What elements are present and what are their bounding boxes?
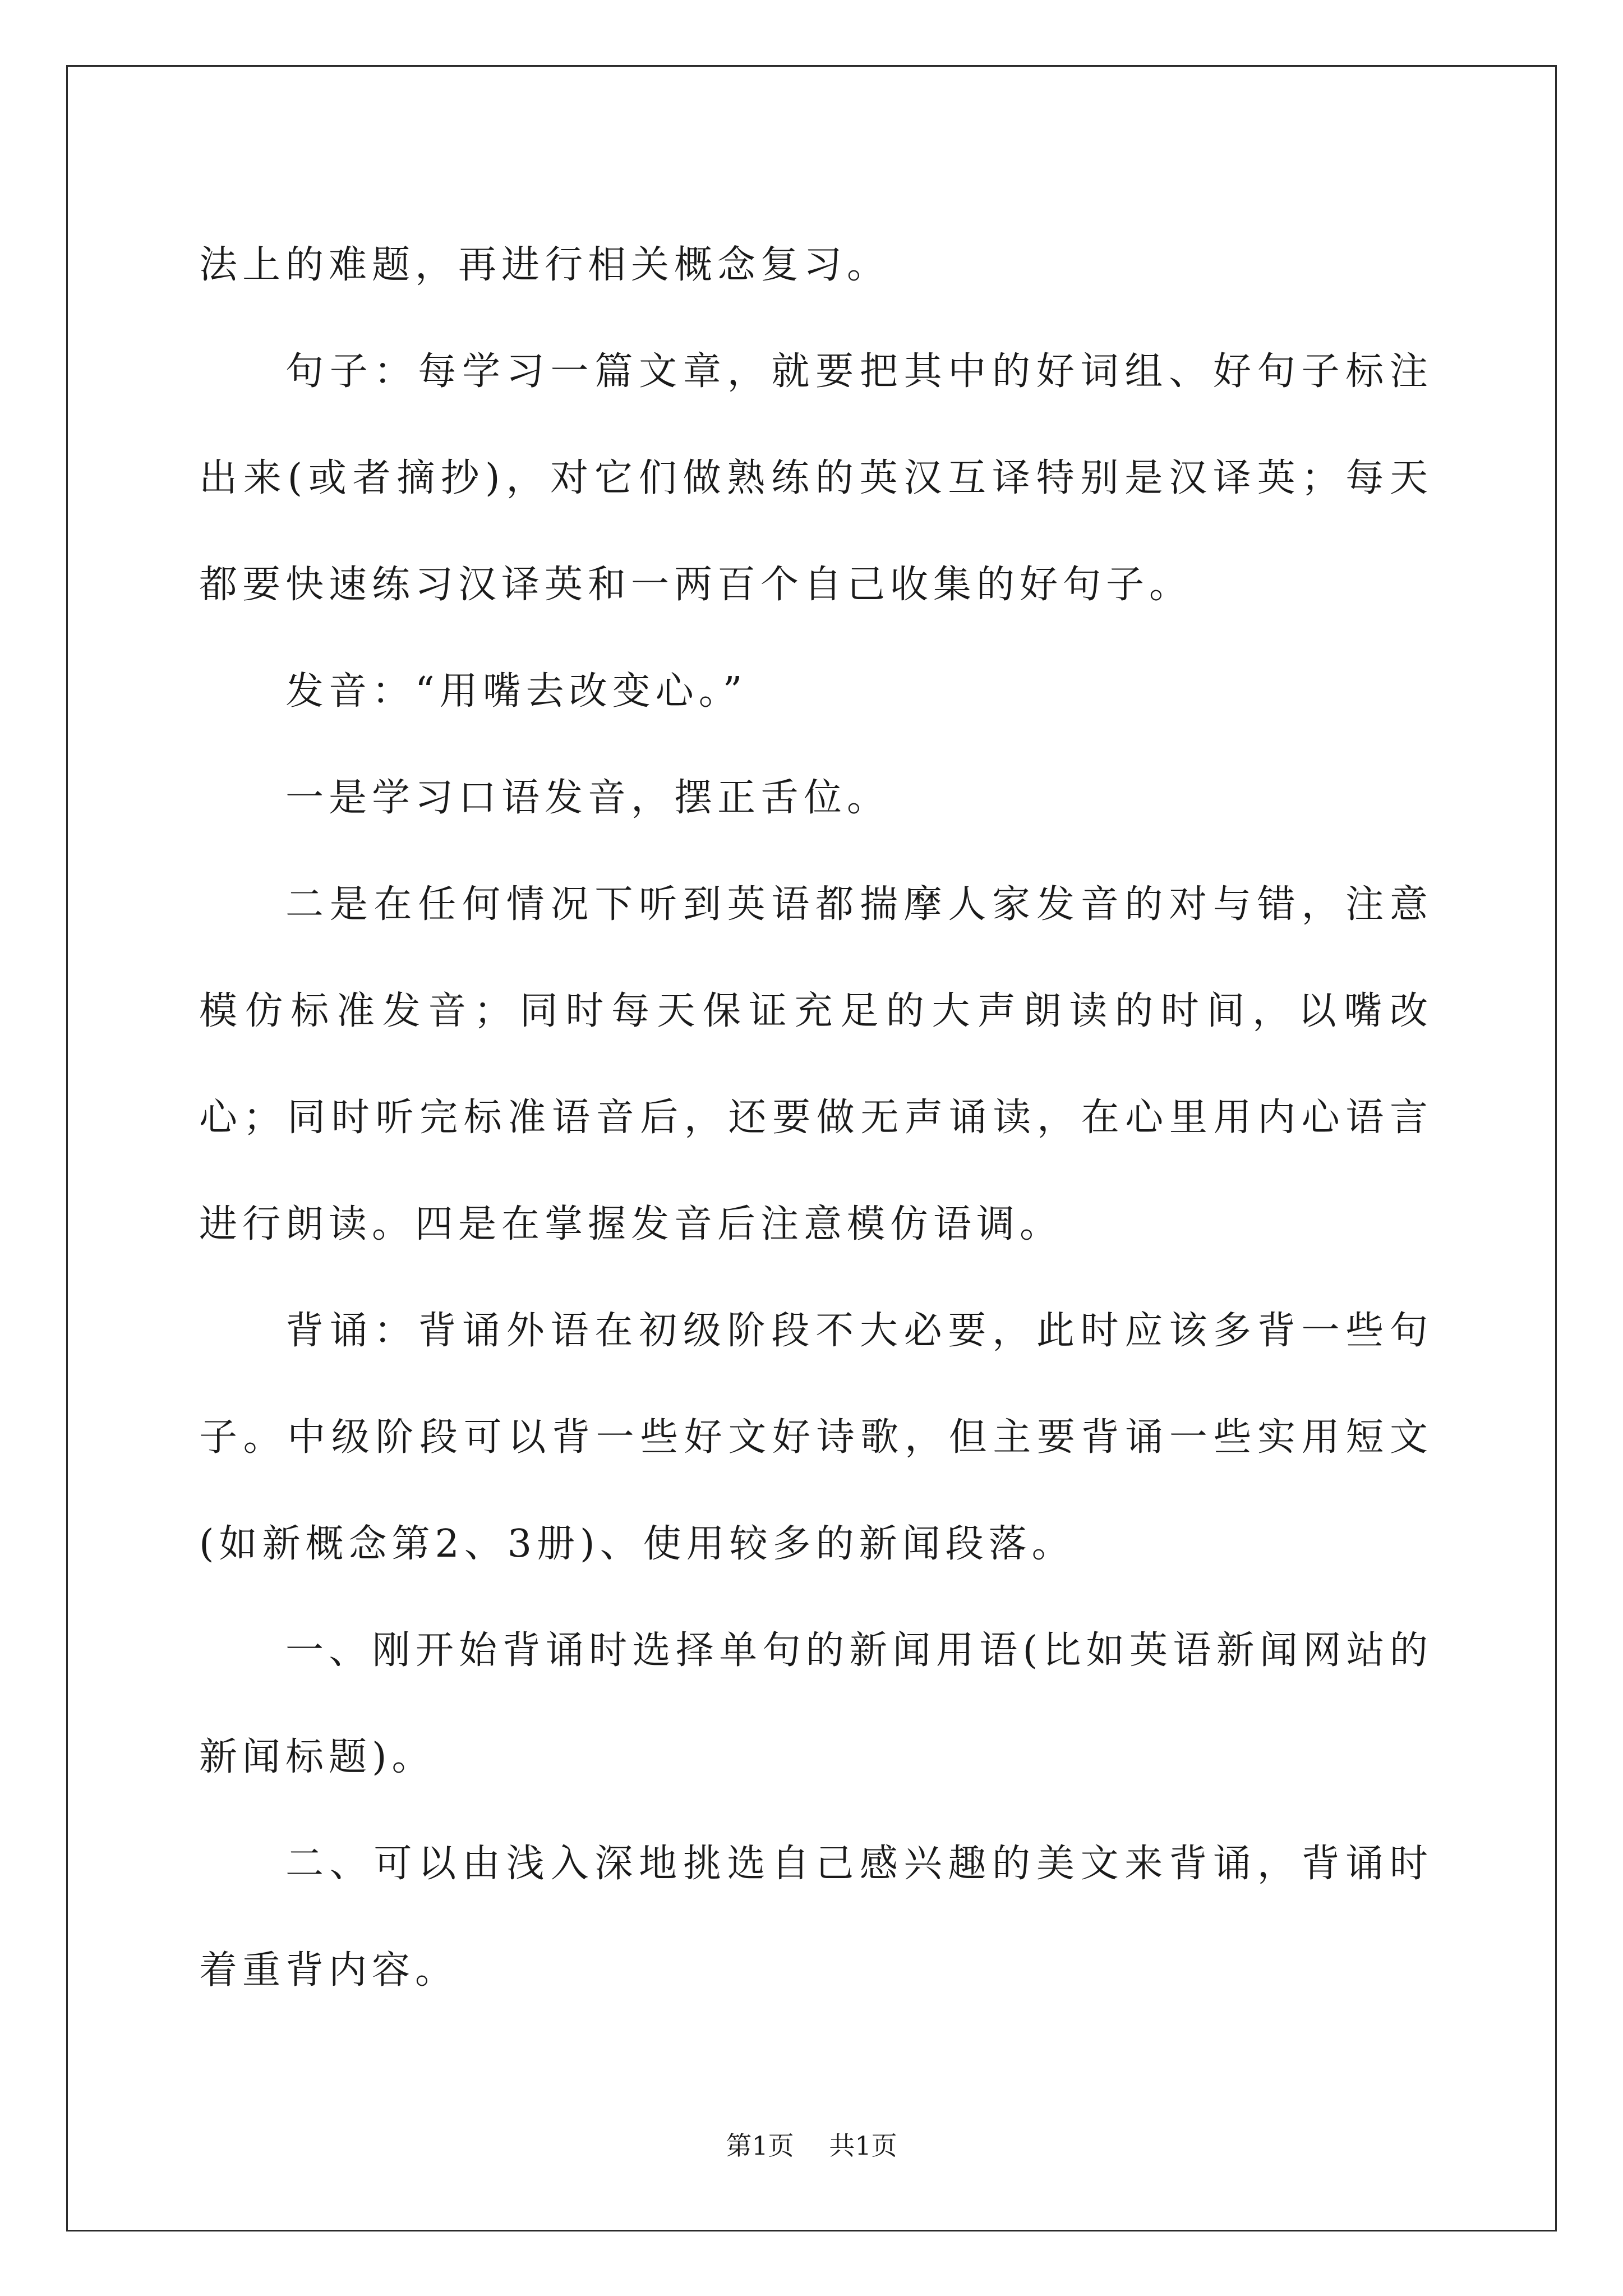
paragraph-4: 一是学习口语发音，摆正舌位。 xyxy=(285,776,891,820)
paragraph-1: 法上的难题，再进行相关概念复习。 xyxy=(199,243,891,287)
paragraph-3: 发音：“用嘴去改变心。” xyxy=(285,669,748,714)
document-body xyxy=(199,212,1433,2024)
paragraph-8: 二、可以由浅入深地挑选自己感兴趣的美文来背诵，背诵时着重背内容。 xyxy=(199,1842,1433,1993)
page-number: 第1页 xyxy=(726,2131,794,2161)
paragraph-7: 一、刚开始背诵时选择单句的新闻用语(比如英语新闻网站的新闻标题)。 xyxy=(199,1628,1433,1779)
paragraph-5: 二是在任何情况下听到英语都揣摩人家发音的对与错，注意模仿标准发音；同时每天保证充足的大声朗读的时间，以嘴改心；同时听完标准语音后，还要做无声诵读，在心里用内心语言进行朗读。四是在掌握发音后注意模仿语调。 xyxy=(199,882,1433,1246)
page-footer xyxy=(0,2129,1623,2162)
paragraph-6: 背诵：背诵外语在初级阶段不大必要，此时应该多背一些句子。中级阶段可以背一些好文好诗歌，但主要背诵一些实用短文(如新概念第2、3册)、使用较多的新闻段落。 xyxy=(199,1309,1433,1566)
paragraph-2: 句子：每学习一篇文章，就要把其中的好词组、好句子标注出来(或者摘抄)，对它们做熟练的英汉互译特别是汉译英；每天都要快速练习汉译英和一两百个自己收集的好句子。 xyxy=(199,349,1433,607)
page-count: 共1页 xyxy=(829,2131,897,2161)
